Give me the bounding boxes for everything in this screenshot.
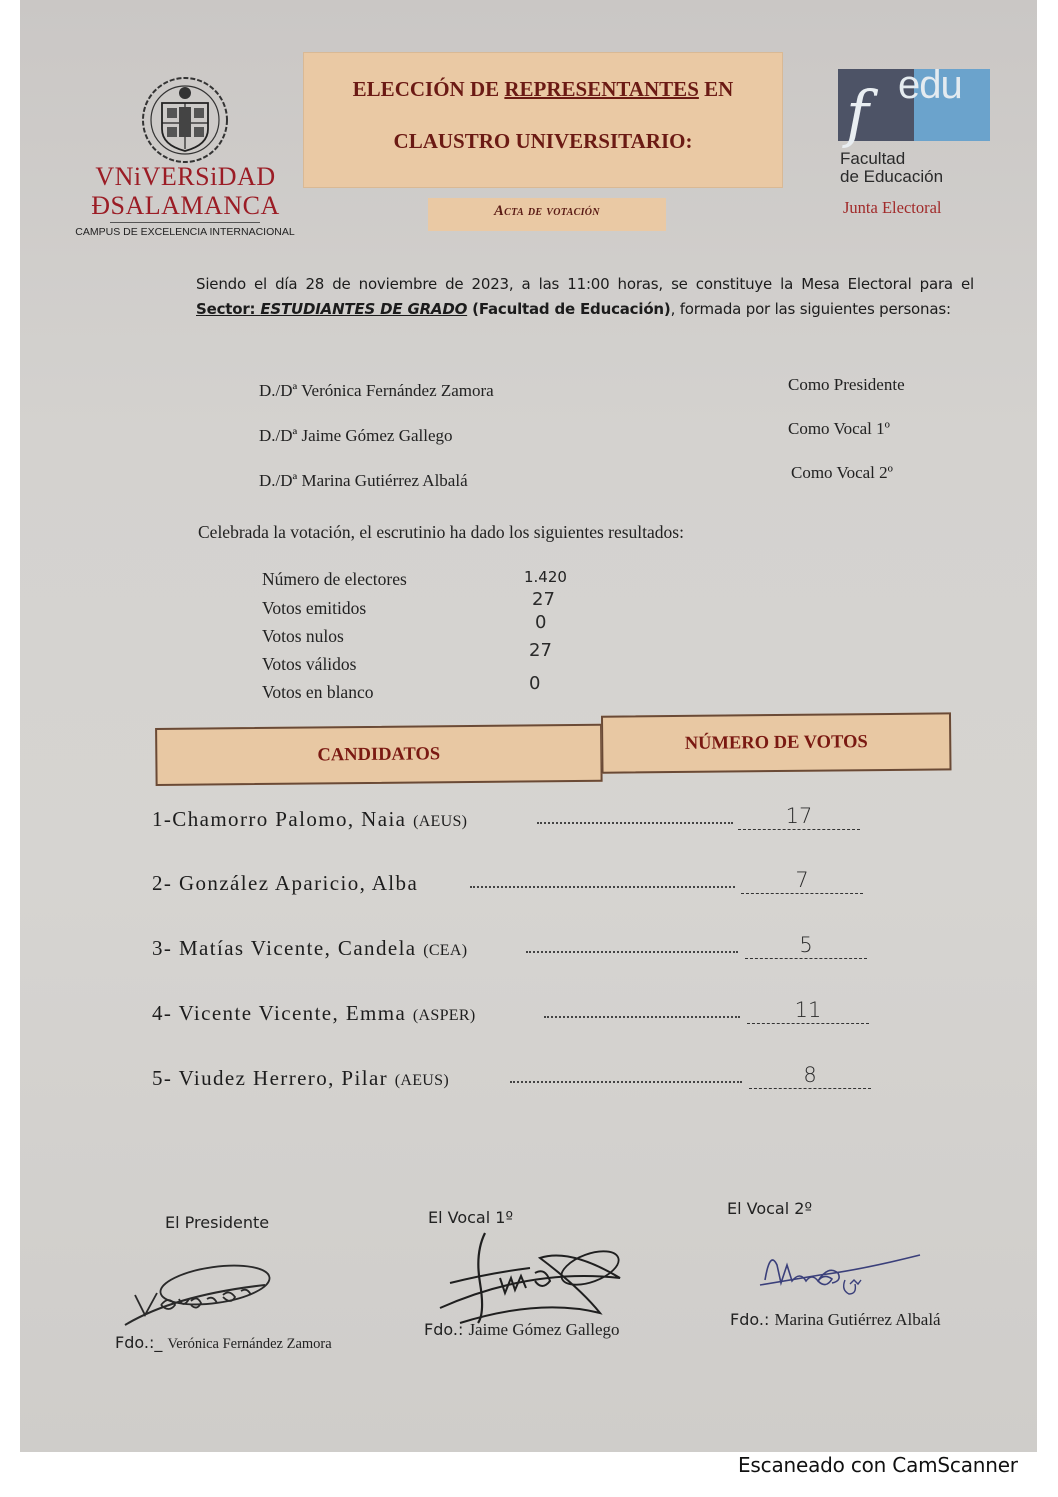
candidate-name xyxy=(152,807,467,832)
sector-value: ESTUDIANTES DE GRADO xyxy=(260,300,468,318)
column-header-votes: NÚMERO DE VOTOS xyxy=(601,712,952,773)
junta-electoral-label: Junta Electoral xyxy=(843,198,942,217)
fdo-prefix: Fdo.:_ xyxy=(115,1333,168,1352)
candidate-party: (AEUS) xyxy=(394,1072,449,1089)
result-value: 27 xyxy=(532,589,555,610)
vocal1-signature-icon xyxy=(430,1228,640,1328)
faculty-logo-letter: f xyxy=(846,77,869,150)
fdo-prefix: Fdo.: xyxy=(424,1320,469,1339)
candidate-votes: 7 xyxy=(795,868,809,892)
title-post: EN xyxy=(698,77,734,101)
document-subtitle: Acta de votación xyxy=(428,198,666,231)
result-label: Votos válidos xyxy=(262,654,357,674)
dotted-leader xyxy=(537,822,733,824)
member-name: D./Dª Jaime Gómez Gallego xyxy=(259,426,453,445)
vocal2-signer xyxy=(730,1310,941,1330)
candidate-party: (AEUS) xyxy=(413,813,468,830)
title-line-1 xyxy=(304,77,782,102)
signature-title-vocal2: El Vocal 2º xyxy=(727,1199,812,1218)
result-label: Número de electores xyxy=(262,569,407,589)
candidate-row xyxy=(152,860,872,900)
dotted-leader xyxy=(510,1081,742,1083)
faculty-logo-text: edu xyxy=(898,63,962,107)
faculty-name-line2: de Educación xyxy=(840,167,944,186)
logo-divider xyxy=(110,222,260,223)
vote-line xyxy=(738,829,860,830)
member-role: Como Vocal 1º xyxy=(788,419,890,438)
candidate-number: 1- xyxy=(152,807,173,831)
candidate-name xyxy=(152,1001,475,1026)
vote-line xyxy=(741,893,863,894)
dotted-leader xyxy=(544,1016,740,1018)
document-title-box xyxy=(304,53,782,187)
candidate-number: 5- xyxy=(152,1066,173,1090)
result-value: 27 xyxy=(529,640,552,661)
member-role: Como Vocal 2º xyxy=(791,463,893,482)
dotted-leader xyxy=(470,886,735,888)
candidate-name xyxy=(152,871,418,896)
vote-line xyxy=(745,958,867,959)
result-label: Votos en blanco xyxy=(262,682,374,702)
candidates-table-header xyxy=(155,712,948,782)
candidate-name xyxy=(152,936,467,961)
university-tagline: CAMPUS DE EXCELENCIA INTERNACIONAL xyxy=(75,226,295,238)
candidate-votes: 17 xyxy=(785,804,813,828)
university-logo-line1: VNiVERSiDAD xyxy=(95,162,276,191)
candidate-number: 2- xyxy=(152,871,173,895)
signer-name: Marina Gutiérrez Albalá xyxy=(774,1310,941,1329)
intro-text-end: , formada por las siguientes personas: xyxy=(670,300,951,318)
candidate-row xyxy=(152,925,872,965)
signature-title-vocal1: El Vocal 1º xyxy=(428,1208,513,1227)
university-logo-line2: ÐSALAMANCA xyxy=(91,191,280,220)
result-value: 1.420 xyxy=(524,568,567,586)
candidate-fullname: Viudez Herrero, Pilar xyxy=(178,1066,389,1090)
candidate-row xyxy=(152,1055,872,1095)
candidate-party: (CEA) xyxy=(423,942,468,959)
signer-name: Jaime Gómez Gallego xyxy=(468,1320,620,1339)
camscanner-watermark: Escaneado con CamScanner xyxy=(738,1453,1018,1477)
candidate-name xyxy=(152,1066,449,1091)
president-signature-icon xyxy=(115,1255,285,1335)
vocal2-signature-icon xyxy=(750,1240,930,1300)
result-value: 0 xyxy=(529,673,541,694)
president-signer xyxy=(115,1333,332,1353)
vote-line xyxy=(747,1023,869,1024)
candidate-fullname: Matías Vicente, Candela xyxy=(178,936,417,960)
candidate-number: 3- xyxy=(152,936,173,960)
member-role: Como Presidente xyxy=(788,375,905,394)
result-label: Votos emitidos xyxy=(262,598,367,618)
vote-line xyxy=(749,1088,871,1089)
candidate-party: (ASPER) xyxy=(412,1007,476,1024)
faculty-name xyxy=(840,150,943,186)
vocal1-signer xyxy=(424,1320,620,1340)
result-label: Votos nulos xyxy=(262,626,344,646)
title-pre: ELECCIÓN DE xyxy=(352,77,505,101)
candidate-votes: 8 xyxy=(803,1063,817,1087)
column-header-candidates: CANDIDATOS xyxy=(155,724,603,786)
intro-paragraph xyxy=(196,272,974,322)
intro-text: Siendo el día 28 de noviembre de 2023, a las 11:00 horas, se constituye la Mesa Electoral para el xyxy=(196,275,974,293)
result-value: 0 xyxy=(535,612,547,633)
signer-name: Verónica Fernández Zamora xyxy=(167,1336,332,1352)
candidate-row xyxy=(152,990,872,1030)
intro-faculty: (Facultad de Educación) xyxy=(467,300,671,318)
member-name: D./Dª Verónica Fernández Zamora xyxy=(259,381,494,400)
candidate-votes: 11 xyxy=(794,998,822,1022)
university-logo-text xyxy=(78,162,293,220)
faculty-name-line1: Facultad xyxy=(840,149,906,168)
member-name: D./Dª Marina Gutiérrez Albalá xyxy=(259,471,468,490)
results-intro: Celebrada la votación, el escrutinio ha dado los siguientes resultados: xyxy=(198,522,684,542)
fdo-prefix: Fdo.: xyxy=(730,1310,775,1329)
candidate-votes: 5 xyxy=(799,933,813,957)
candidate-fullname: Chamorro Palomo, Naia xyxy=(172,807,407,831)
dotted-leader xyxy=(526,951,738,953)
faculty-logo xyxy=(838,63,990,150)
title-underlined: REPRESENTANTES xyxy=(504,77,699,101)
title-line-2: CLAUSTRO UNIVERSITARIO: xyxy=(393,129,693,153)
university-seal-logo xyxy=(140,75,230,165)
candidate-fullname: Vicente Vicente, Emma xyxy=(178,1001,407,1025)
candidate-row xyxy=(152,796,872,836)
candidate-number: 4- xyxy=(152,1001,173,1025)
signature-title-president: El Presidente xyxy=(165,1213,270,1232)
candidate-fullname: González Aparicio, Alba xyxy=(178,871,419,895)
sector-label: Sector: xyxy=(196,300,261,318)
sector-field xyxy=(196,300,467,318)
